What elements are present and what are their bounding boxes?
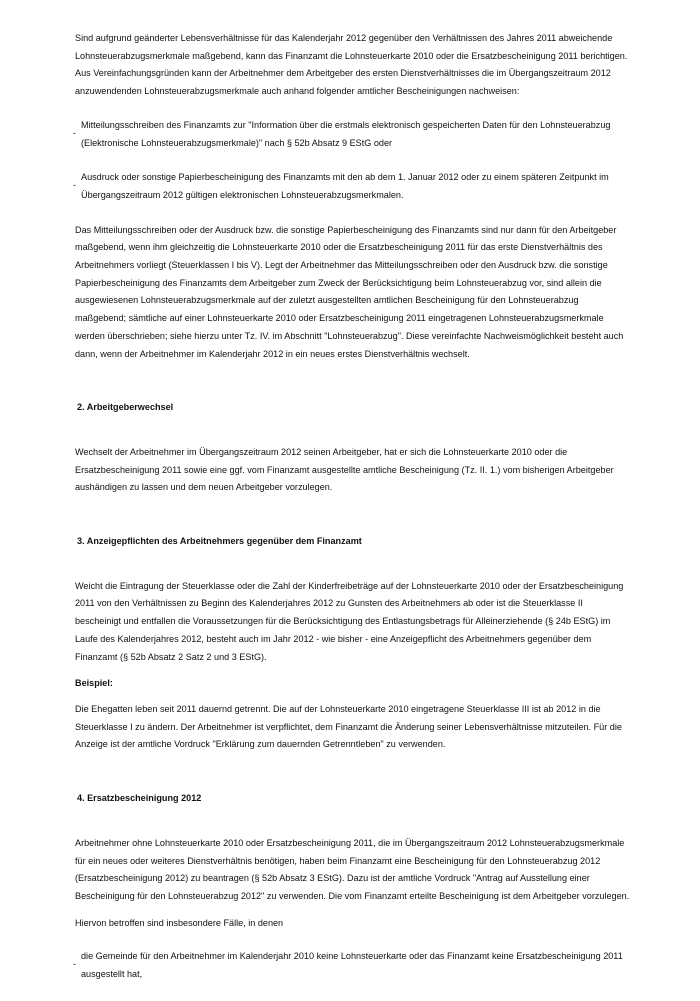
section-4-paragraph-2: Hiervon betroffen sind insbesondere Fälle, in denen bbox=[75, 917, 284, 928]
list-item-text: Ausdruck oder sonstige Papierbescheinigung des Finanzamts mit den ab dem 1. Januar 2012 oder zu einem späteren Zeitpunkt im Übergangszeitraum 2012 gültigen elektronischen Lohnsteuerabzugsmerkmalen. bbox=[81, 172, 609, 200]
section-4-paragraph: Arbeitnehmer ohne Lohnsteuerkarte 2010 oder Ersatzbescheinigung 2011, die im Übergangszeitraum 2012 Lohnsteuerabzugsmerkmale für ein neues oder weiteres Dienstverhältnis benötigen, haben beim Finanzamt eine Bescheinigung für den Lohnsteuerabzug 2012 (Ersatzbescheinigung 2012) zu beantragen (§ 52b Absatz 3 EStG). Dazu ist der amtliche Vordruck "Antrag auf Ausstellung einer Bescheinigung für den Lohnsteuerabzug 2012" zu verwenden. Die vom Finanzamt erteilte Bescheinigung ist dem Arbeitgeber vorzulegen. bbox=[75, 837, 630, 901]
list-item bbox=[75, 169, 630, 204]
document-page bbox=[75, 30, 630, 1001]
intro-paragraph-2: Das Mitteilungsschreiben oder der Ausdruck bzw. die sonstige Papierbescheinigung des Finanzamts sind nur dann für den Arbeitgeber maßgebend, wenn ihm gleichzeitig die Lohnsteuerkarte 2010 oder die Ersatzbescheinigung 2011 für das erste Dienstverhältnis des Arbeitnehmers vorliegt (Steuerklassen I bis V). Legt der Arbeitnehmer das Mitteilungsschreiben oder den Ausdruck bzw. die sonstige Papierbescheinigung des Finanzamts dem Arbeitgeber zum Zweck der Berücksichtigung beim Lohnsteuerabzug vor, sind allein die ausgewiesenen Lohnsteuerabzugsmerkmale auf der zuletzt ausgestellten amtlichen Bescheinigung für den Lohnsteuerabzug maßgebend; sämtliche auf einer Lohnsteuerkarte 2010 oder Ersatzbescheinigung 2011 eingetragenen Lohnsteuerabzugsmerkmale werden überschrieben; siehe hierzu unter Tz. IV. im Abschnitt "Lohnsteuerabzug". Diese vereinfachte Nachweismöglichkeit besteht auch dann, wenn der Arbeitnehmer im Kalenderjahr 2012 in ein neues erstes Dienstverhältnis wechselt. bbox=[75, 224, 624, 359]
example-paragraph: Die Ehegatten leben seit 2011 dauernd getrennt. Die auf der Lohnsteuerkarte 2010 eingetragene Steuerklasse III ist ab 2012 in die Steuerklasse I zu ändern. Der Arbeitnehmer ist verpflichtet, dem Finanzamt die Änderung seiner Lebensverhältnisse mitzuteilen. Für die Anzeige ist der amtliche Vordruck "Erklärung zum dauernden Getrenntleben" zu verwenden. bbox=[75, 703, 622, 750]
section-heading-anzeigepflichten: 3. Anzeigepflichten des Arbeitnehmers gegenüber dem Finanzamt bbox=[77, 536, 362, 547]
section-heading-ersatzbescheinigung: 4. Ersatzbescheinigung 2012 bbox=[77, 793, 202, 804]
example-label: Beispiel: bbox=[75, 678, 113, 689]
list-item bbox=[75, 117, 630, 152]
intro-paragraph: Sind aufgrund geänderter Lebensverhältnisse für das Kalenderjahr 2012 gegenüber den Verhältnissen des Jahres 2011 abweichende Lohnsteuerabzugsmerkmale maßgebend, kann das Finanzamt die Lohnsteuerkarte 2010 oder die Ersatzbescheinigung 2011 berichtigen. Aus Vereinfachungsgründen kann der Arbeitnehmer dem Arbeitgeber des ersten Dienstverhältnisses die im Übergangszeitraum 2012 anzuwendenden Lohnsteuerabzugsmerkmale auch anhand folgender amtlicher Bescheinigungen nachweisen: bbox=[75, 33, 628, 97]
bullet-dash: - bbox=[73, 127, 76, 138]
bullet-dash: - bbox=[73, 959, 76, 970]
section-3-paragraph: Weicht die Eintragung der Steuerklasse oder die Zahl der Kinderfreibeträge auf der Lohnsteuerkarte 2010 oder der Ersatzbescheinigung 2011 von den Verhältnissen zu Beginn des Kalenderjahres 2012 zu Gunsten des Arbeitnehmers ab oder ist die Steuerklasse II bescheinigt und entfallen die Voraussetzungen für die Berücksichtigung des Entlastungsbetrags für Alleinerziehende (§ 24b EStG) im Laufe des Kalenderjahres 2012, besteht auch im Jahr 2012 - wie bisher - eine Anzeigepflicht des Arbeitnehmers gegenüber dem Finanzamt (§ 52b Absatz 2 Satz 2 und 3 EStG). bbox=[75, 580, 624, 662]
section-heading-arbeitgeberwechsel: 2. Arbeitgeberwechsel bbox=[77, 402, 174, 413]
bullet-dash: - bbox=[73, 180, 76, 191]
section-2-paragraph: Wechselt der Arbeitnehmer im Übergangszeitraum 2012 seinen Arbeitgeber, hat er sich die Lohnsteuerkarte 2010 oder die Ersatzbescheinigung 2011 sowie eine ggf. vom Finanzamt ausgestellte amtliche Bescheinigung (Tz. II. 1.) vom bisherigen Arbeitgeber aushändigen zu lassen und dem neuen Arbeitgeber vorzulegen. bbox=[75, 446, 614, 493]
list-item-text: Mitteilungsschreiben des Finanzamts zur "Information über die erstmals elektronisch gespeicherten Daten für den Lohnsteuerabzug (Elektronische Lohnsteuerabzugsmerkmale)" nach § 52b Absatz 9 EStG oder bbox=[81, 119, 611, 148]
list-item-text: die Gemeinde für den Arbeitnehmer im Kalenderjahr 2010 keine Lohnsteuerkarte oder das Finanzamt keine Ersatzbescheinigung 2011 ausgestellt hat, bbox=[81, 951, 623, 980]
list-item bbox=[75, 948, 630, 983]
